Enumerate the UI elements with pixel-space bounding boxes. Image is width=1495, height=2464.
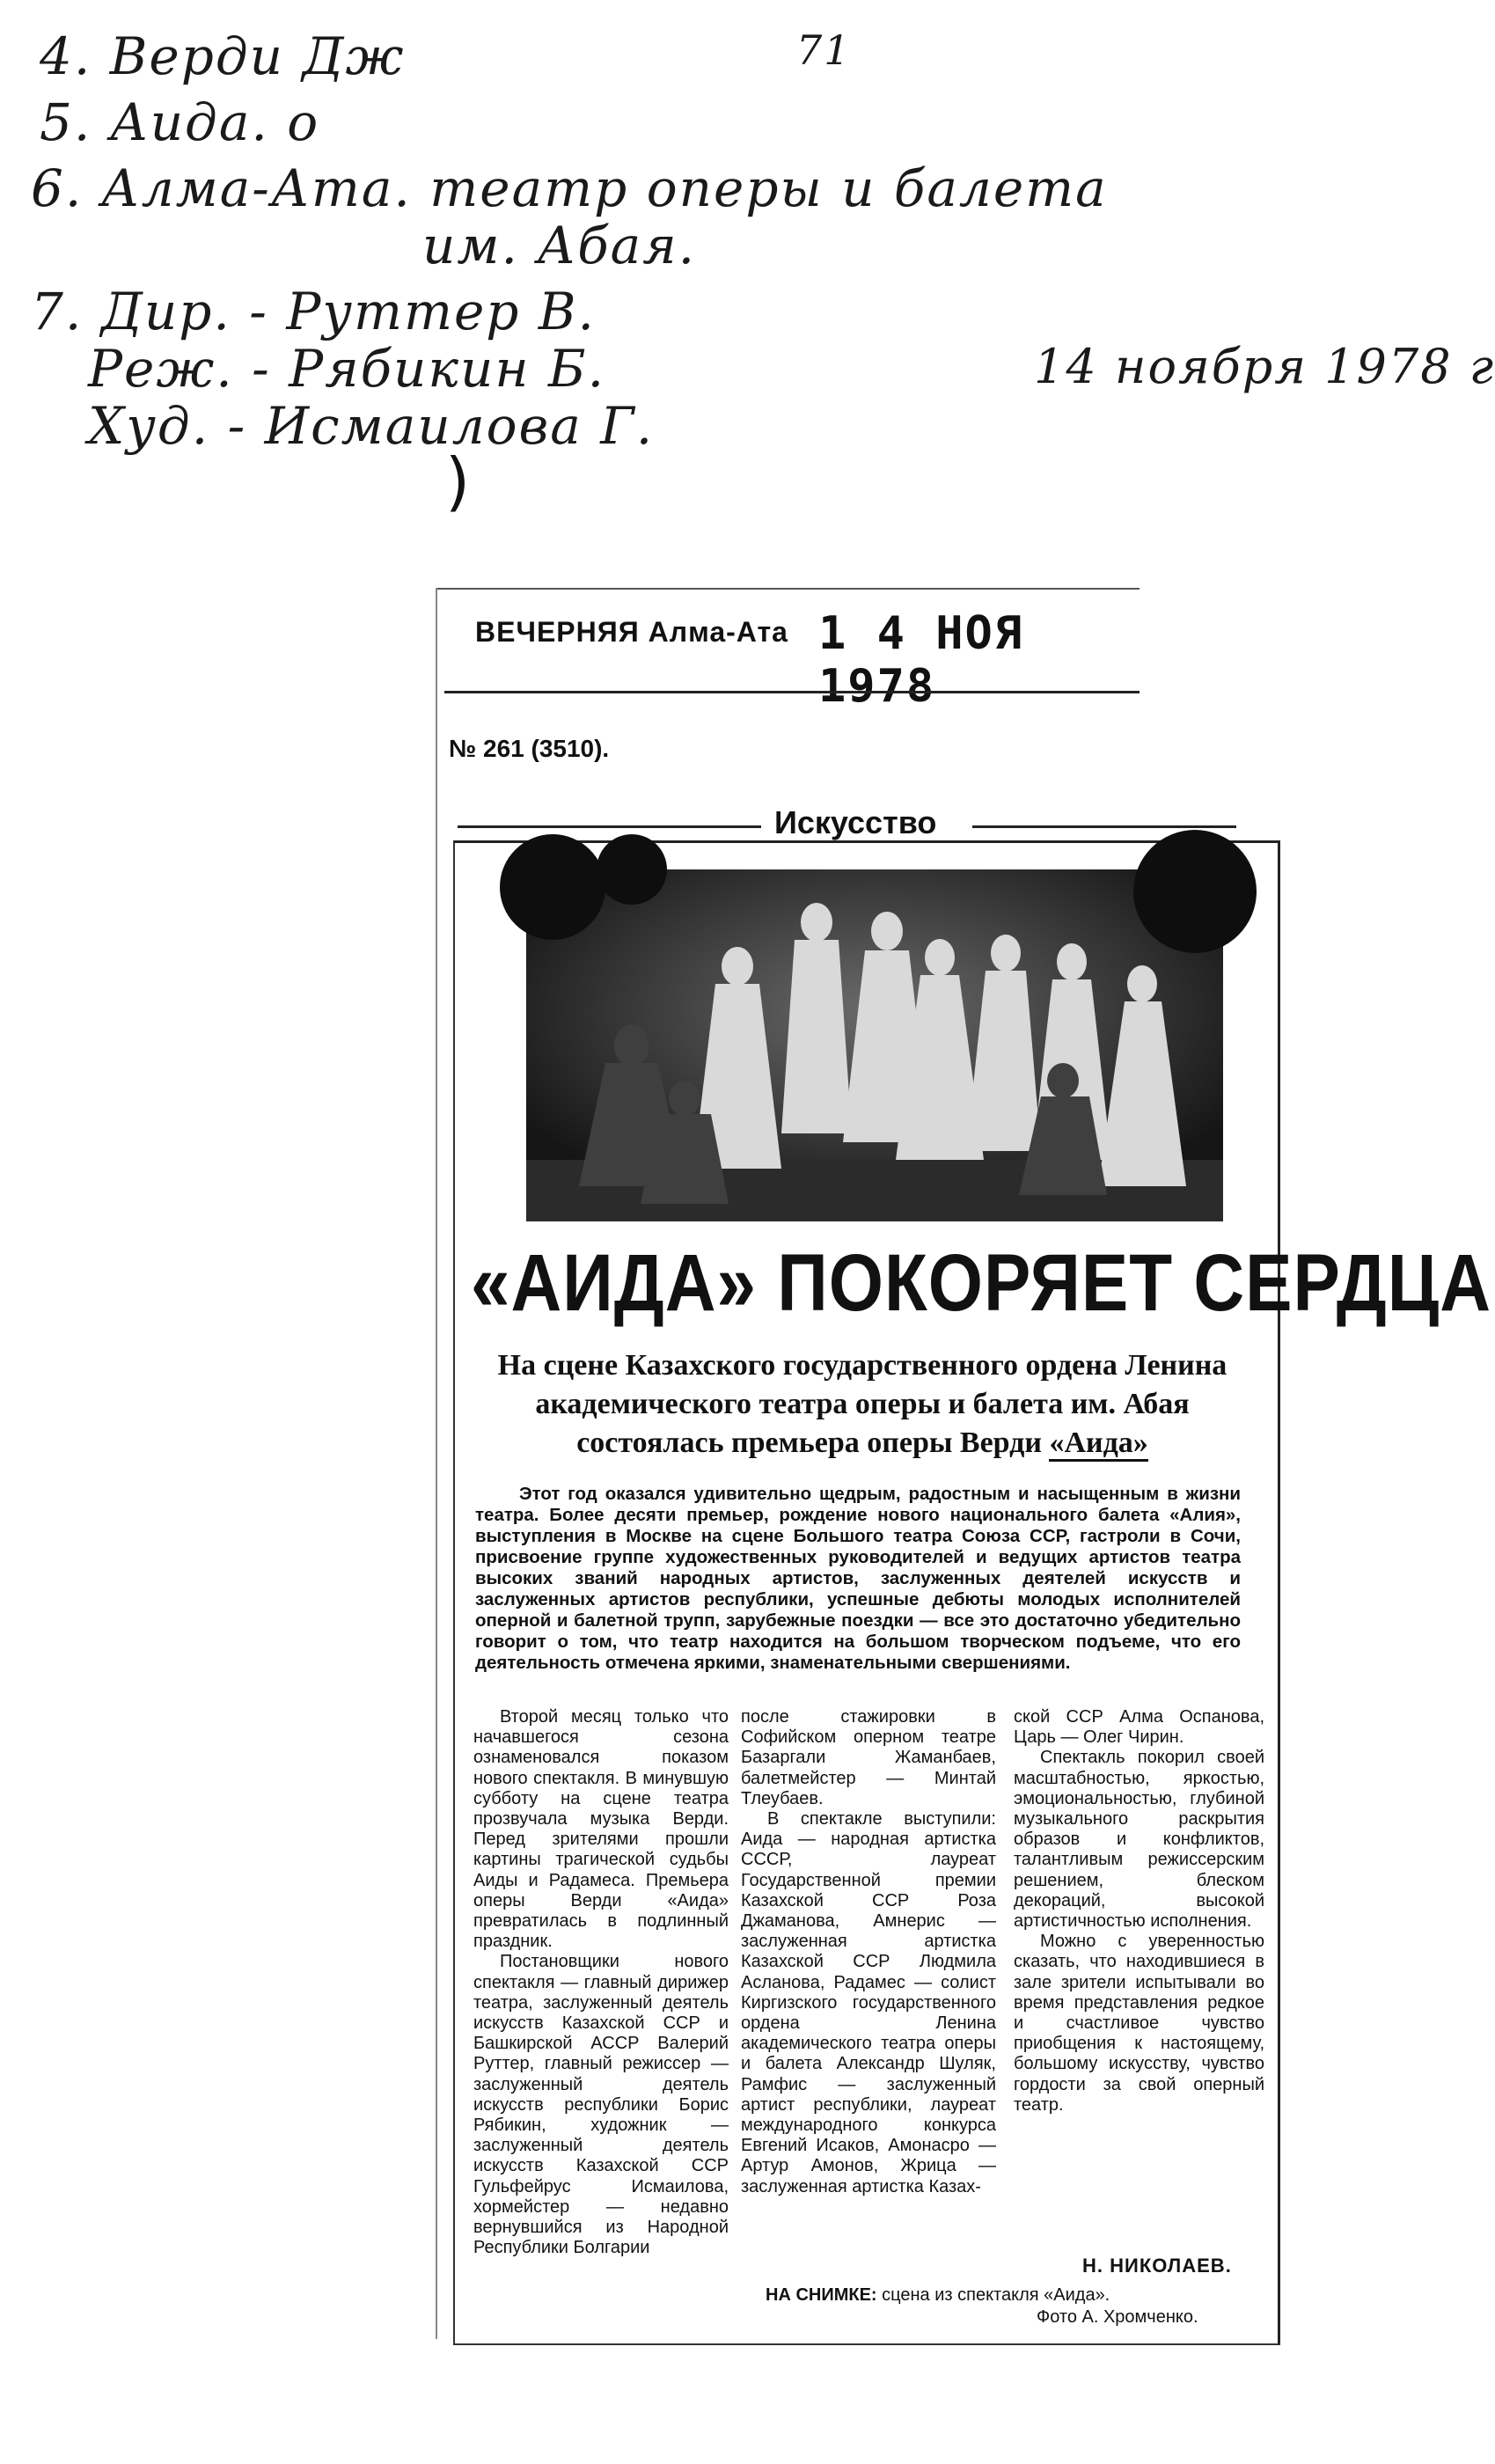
note-director: 7. Дир. - Руттер В. <box>31 282 596 341</box>
rubric: Искусство <box>774 804 937 840</box>
subhead-text: На сцене Казахского государственного ордена Ленина академического театра оперы и балета им. Абая состоялась премьера оперы Верди <box>497 1349 1228 1459</box>
photo-credit: Фото А. Хромченко. <box>1037 2307 1198 2327</box>
paragraph: Можно с уверенностью сказать, что находившиеся в зале зрители испытывали во время представления редкое и счастливое чувство приобщения к настоящему, большому искусству, чувство гордости за свой оперный театр. <box>1014 1932 1264 2115</box>
rubric-rule-right <box>972 825 1236 828</box>
note-venue: 6. Алма-Ата. театр оперы и балета <box>31 158 1108 218</box>
note-artist: Худ. - Исмаилова Г. <box>88 396 655 456</box>
page-number: 71 <box>796 26 852 74</box>
clipping-top-edge <box>436 588 1140 590</box>
note-title: 5. Аида. о <box>40 92 320 152</box>
masthead <box>475 607 1144 713</box>
issue-number: № 261 (3510). <box>449 735 610 762</box>
subhead-emphasis: «Аида» <box>1049 1426 1147 1462</box>
paragraph: Постановщики нового спектакля — главный дирижер театра, заслуженный деятель искусств Казахской ССР и Башкирской АССР Валерий Руттер, главный режиссер — заслуженный деятель искусств республики Борис Рябикин, художник — заслуженный деятель искусств Казахской ССР Гульфейрус Исмаилова, хормейстер — недавно вернувшийся из Народной Республики Болгарии <box>473 1952 729 2258</box>
masthead-rule <box>444 691 1140 693</box>
rubric-rule-left <box>458 825 761 828</box>
article-column-3 <box>1014 1707 1264 2116</box>
note-date: 14 ноября 1978 г <box>1034 339 1495 394</box>
article-column-2 <box>741 1707 996 2197</box>
subhead <box>475 1346 1249 1463</box>
paragraph: после стажировки в Софийском оперном театре Базаргали Жаманбаев, балетмейстер — Минтай Тлеубаев. <box>741 1707 996 1808</box>
paren-mark: ) <box>445 444 471 518</box>
stage-photo <box>526 869 1223 1221</box>
newspaper-name: ВЕЧЕРНЯЯ Алма-Ата <box>475 616 788 648</box>
article-author: Н. НИКОЛАЕВ. <box>1082 2255 1232 2277</box>
caption-text: сцена из спектакля «Аида». <box>882 2285 1110 2305</box>
caption-label: НА СНИМКЕ: <box>766 2285 877 2305</box>
lead-paragraph: Этот год оказался удивительно щедрым, радостным и насыщенным в жизни театра. Более десяти премьер, рождение нового национального балета «Алия», выступления в Москве на сцене Большого театра Союза ССР, гастроли в Сочи, присвоение группе художественных руководителей и ведущих артистов театра высоких званий народных артистов, заслуженных деятелей искусств и заслуженных артистов республики, успешные дебюты молодых исполнителей оперной и балетной трупп, зарубежные поездки — все это достаточно убедительно говорит о том, что театр находится на большом творческом подъеме, что его деятельность отмечена яркими, знаменательными свершениями. <box>475 1484 1241 1673</box>
note-composer: 4. Верди Дж <box>40 26 406 86</box>
date-stamp: 1 4 НОЯ 1978 <box>818 607 1024 713</box>
article-column-1 <box>473 1707 729 2258</box>
paragraph: ской ССР Алма Оспанова, Царь — Олег Чирин. <box>1014 1707 1264 1748</box>
photo-caption <box>766 2285 1110 2306</box>
note-stage-director: Реж. - Рябикин Б. <box>88 339 606 399</box>
paragraph: Спектакль покорил своей масштабностью, яркостью, эмоциональностью, глубиной музыкального раскрытия образов и конфликтов, талантливым режиссерским решением, блеском декораций, высокой артистичностью исполнения. <box>1014 1748 1264 1932</box>
note-venue-cont: им. Абая. <box>422 216 697 275</box>
clipping-left-edge <box>436 588 437 2339</box>
paragraph: Второй месяц только что начавшегося сезона ознаменовался показом нового спектакля. В минувшую субботу на сцене театра прозвучала музыка Верди. Перед зрителями прошли картины трагической судьбы Аиды и Радамеса. Премьера оперы Верди «Аида» превратилась в подлинный праздник. <box>473 1707 729 1952</box>
paragraph: В спектакле выступили: Аида — народная артистка СССР, лауреат Государственной премии Казахской ССР Роза Джаманова, Амнерис — заслуженная артистка Казахской ССР Людмила Асланова, Радамес — солист Киргизского государственного ордена Ленина академического театра оперы и балета Александр Шуляк, Рамфис — заслуженный артист республики, лауреат международного конкурса Евгений Исаков, Амонасро — Артур Амонов, Жрица — заслуженная артистка Казах- <box>741 1809 996 2196</box>
headline: «АИДА» ПОКОРЯЕТ СЕРДЦА <box>471 1237 1492 1328</box>
stage-photo-image <box>526 869 1223 1221</box>
